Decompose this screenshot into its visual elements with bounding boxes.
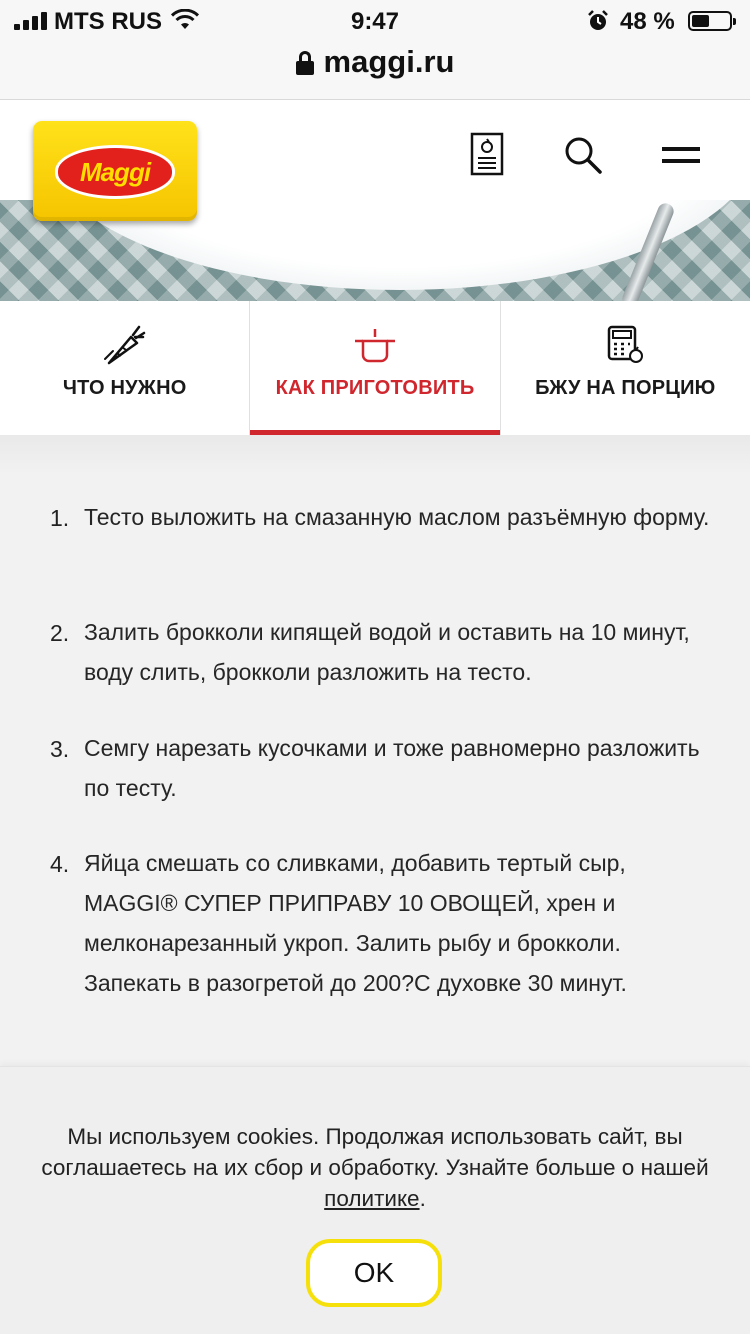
tab-label: ЧТО НУЖНО <box>62 377 187 399</box>
menu-icon <box>656 130 706 180</box>
carrier-name: MTS RUS <box>54 8 162 35</box>
step-text: Залить брокколи кипящей водой и оставить на 10 минут, воду слить, брокколи разложить на тесто. <box>84 619 690 685</box>
step-number: 3. <box>50 736 70 762</box>
tab-label: КАК ПРИГОТОВИТЬ <box>275 377 475 399</box>
url-text: maggi.ru <box>323 44 455 79</box>
battery-icon <box>688 11 732 31</box>
browser-top-bar <box>0 0 750 100</box>
step-text: Яйца смешать со сливками, добавить тертый сыр, MAGGI® СУПЕР ПРИПРАВУ 10 ОВОЩЕЙ, хрен и мелконарезанный укроп. Залить рыбу и брокколи. Запекать в разогретой до 200?С духовке 30 минут. <box>84 850 627 996</box>
tab-nutrition[interactable] <box>501 301 750 435</box>
cookie-message <box>30 1121 720 1214</box>
step-text: Семгу нарезать кусочками и тоже равномерно разложить по тесту. <box>84 735 700 801</box>
recipe-tabs <box>0 301 750 435</box>
battery-fill <box>692 15 709 27</box>
step-text: Тесто выложить на смазанную маслом разъёмную форму. <box>84 504 710 530</box>
tab-label: БЖУ НА ПОРЦИЮ <box>535 377 716 399</box>
url-bar[interactable] <box>0 42 750 82</box>
pot-icon <box>353 323 397 367</box>
cookie-text: Мы используем cookies. Продолжая использовать сайт, вы соглашаетесь на их сбор и обработку. Узнайте больше о нашей <box>41 1124 709 1180</box>
tab-how-to-cook[interactable] <box>250 301 500 435</box>
status-bar <box>0 0 750 42</box>
calculator-icon <box>603 323 647 367</box>
search-icon <box>558 130 608 180</box>
alarm-icon <box>586 9 610 33</box>
maggi-logo[interactable] <box>33 121 197 221</box>
search-button[interactable] <box>558 130 608 180</box>
step-number: 2. <box>50 620 70 646</box>
maggi-logo-text: Maggi <box>55 145 175 199</box>
menu-button[interactable] <box>656 130 706 180</box>
lock-icon <box>296 51 314 75</box>
battery-percentage: 48 % <box>620 8 675 35</box>
ok-button[interactable]: OK <box>306 1239 442 1307</box>
tab-ingredients[interactable] <box>0 301 250 435</box>
cookie-banner <box>0 1066 750 1334</box>
step-number: 4. <box>50 851 70 877</box>
step-number: 1. <box>50 505 70 531</box>
clock: 9:47 <box>350 8 400 35</box>
cooking-steps <box>0 435 750 1065</box>
policy-link[interactable]: политике <box>324 1186 420 1211</box>
recipe-book-button[interactable] <box>462 130 512 180</box>
recipe-book-icon <box>462 130 512 180</box>
carrot-icon <box>103 323 147 367</box>
cookie-text-end: . <box>419 1186 426 1211</box>
